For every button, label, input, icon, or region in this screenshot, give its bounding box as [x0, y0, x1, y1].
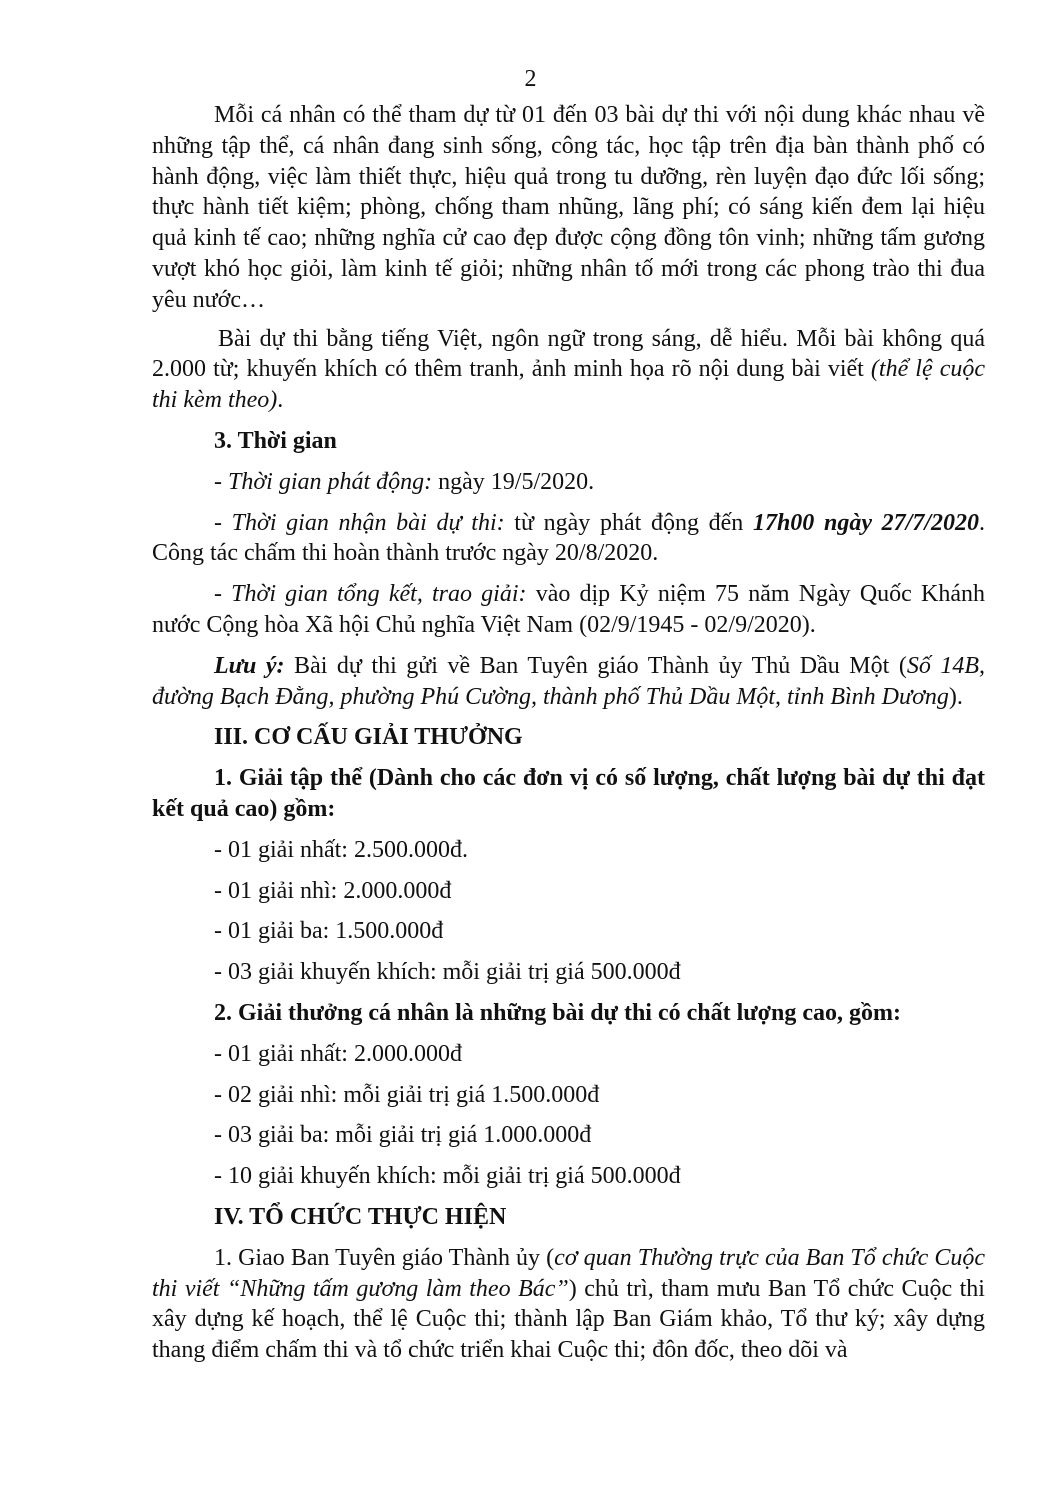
- document-body: [152, 100, 985, 1366]
- paragraph-note: [152, 651, 985, 713]
- heading-organization: IV. TỔ CHỨC THỰC HIỆN: [214, 1203, 507, 1230]
- rules-attached-note: (thể lệ cuộc thi kèm theo): [152, 356, 985, 414]
- paragraph-language: [152, 324, 985, 416]
- heading-group-prizes: 1. Giải tập thể (Dành cho các đơn vị có số lượng, chất lượng bài dự thi đạt kết quả cao) gồm:: [152, 765, 985, 822]
- heading-individual-prizes: 2. Giải thưởng cá nhân là những bài dự thi có chất lượng cao, gồm:: [214, 999, 901, 1026]
- group-prize-item: - 01 giải nhất: 2.500.000đ.: [214, 836, 468, 863]
- award-label: - Thời gian tổng kết, trao giải:: [214, 581, 527, 608]
- org-text-start: 1. Giao Ban Tuyên giáo Thành ủy (: [214, 1244, 555, 1271]
- org-standing-body: cơ quan Thường trực của Ban Tổ chức Cuộc thi viết “Những tấm gương làm theo Bác”: [152, 1244, 985, 1302]
- paragraph-launch-date: [152, 467, 985, 498]
- paragraph-receive-date: [152, 508, 985, 570]
- org-text-rest: ) chủ trì, tham mưu Ban Tổ chức Cuộc thi xây dựng kế hoạch, thể lệ Cuộc thi; thành lập Ban Giám khảo, Tổ thư ký; xây dựng thang điểm chấm thi và tổ chức triển khai Cuộc thi; đôn đốc, theo dõi và: [152, 1275, 985, 1364]
- language-text: Bài dự thi bằng tiếng Việt, ngôn ngữ trong sáng, dễ hiểu. Mỗi bài không quá 2.000 từ; khuyến khích có thêm tranh, ảnh minh họa rõ nội dung bài viết: [152, 325, 985, 383]
- heading-prize-structure: III. CƠ CẤU GIẢI THƯỞNG: [214, 724, 523, 751]
- individual-prize-item: - 01 giải nhất: 2.000.000đ: [214, 1040, 462, 1067]
- heading-time: 3. Thời gian: [214, 427, 337, 454]
- note-end: ).: [948, 683, 963, 710]
- receive-mid: từ ngày phát động đến: [504, 509, 753, 536]
- page-number: 2: [524, 66, 537, 92]
- note-label: Lưu ý:: [214, 652, 285, 679]
- paragraph-award-date: [152, 579, 985, 641]
- paragraph-organization: [152, 1243, 985, 1366]
- language-text-end: .: [277, 387, 284, 414]
- individual-prize-item: - 10 giải khuyến khích: mỗi giải trị giá 500.000đ: [214, 1163, 681, 1190]
- award-value: vào dịp Kỷ niệm 75 năm Ngày Quốc Khánh nước Cộng hòa Xã hội Chủ nghĩa Việt Nam (02/9/1945 - 02/9/2020).: [152, 581, 985, 638]
- launch-value: ngày 19/5/2020.: [432, 468, 595, 495]
- paragraph-participation: Mỗi cá nhân có thể tham dự từ 01 đến 03 bài dự thi với nội dung khác nhau về những tập thể, cá nhân đang sinh sống, công tác, học tập trên địa bàn thành phố có hành động, việc làm thiết thực, hiệu quả trong tu dưỡng, rèn luyện đạo đức lối sống; thực hành tiết kiệm; phòng, chống tham nhũng, lãng phí; có sáng kiến đem lại hiệu quả kinh tế cao; những nghĩa cử cao đẹp được cộng đồng tôn vinh; những tấm gương vượt khó học giỏi, làm kinh tế giỏi; những nhân tố mới trong các phong trào thi đua yêu nước…: [152, 102, 985, 313]
- receive-label: - Thời gian nhận bài dự thi:: [214, 509, 505, 536]
- group-prize-item: - 03 giải khuyến khích: mỗi giải trị giá 500.000đ: [214, 959, 681, 986]
- group-prize-item: - 01 giải ba: 1.500.000đ: [214, 918, 444, 945]
- note-text: Bài dự thi gửi về Ban Tuyên giáo Thành ủy Thủ Dầu Một (: [284, 652, 907, 679]
- receive-end: . Công tác chấm thi hoàn thành trước ngày 20/8/2020.: [152, 509, 985, 567]
- individual-prize-item: - 03 giải ba: mỗi giải trị giá 1.000.000đ: [214, 1122, 592, 1149]
- note-address: Số 14B, đường Bạch Đằng, phường Phú Cường, thành phố Thủ Dầu Một, tỉnh Bình Dương: [152, 652, 985, 710]
- individual-prize-item: - 02 giải nhì: mỗi giải trị giá 1.500.000đ: [214, 1081, 600, 1108]
- receive-deadline: 17h00 ngày 27/7/2020: [752, 509, 979, 536]
- group-prize-item: - 01 giải nhì: 2.000.000đ: [214, 877, 452, 904]
- launch-label: - Thời gian phát động:: [214, 468, 433, 495]
